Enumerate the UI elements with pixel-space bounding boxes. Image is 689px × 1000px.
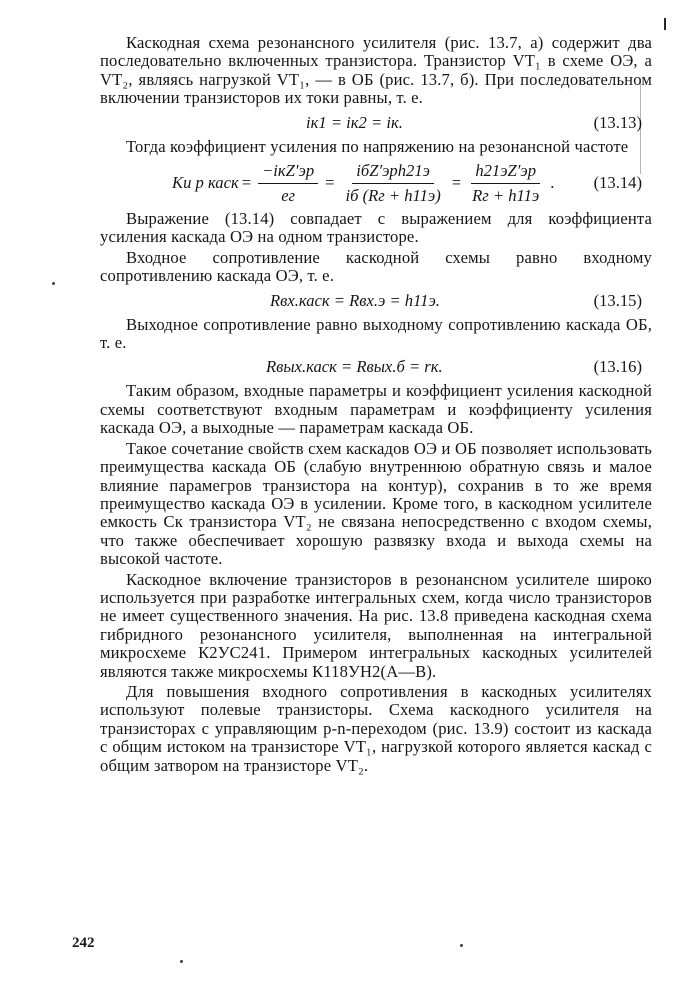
paragraph: Такое сочетание свойств схем каскадов ОЭ и ОБ позволяет использовать преимущества каскада ОБ (слабую внутреннюю обратную связь и малое влияние парамегров транзистора на контур), сохранив в то же время преимущество каскада ОЭ в усилении. Кроме того, в каскодном усилителе емкость Cк транзистора VT₂ не связана непосредственно с входом схемы, что также обеспечивает хорошую развязку входа и выхода схемы на высокой частоте. bbox=[100, 438, 652, 569]
fraction-numerator: −iкZ′эр bbox=[258, 161, 318, 184]
equation-number: (13.16) bbox=[593, 357, 642, 377]
equation-body: iк1 = iк2 = iк. bbox=[306, 112, 403, 132]
equation-body bbox=[172, 156, 557, 210]
margin-mark bbox=[664, 18, 666, 30]
period: . bbox=[550, 173, 555, 193]
equals-sign: = bbox=[325, 173, 335, 193]
paragraph: Выражение (13.14) совпадает с выражением для коэффициента усиления каскада ОЭ на одном транзисторе. bbox=[100, 209, 652, 247]
fraction-denominator: Rг + h11э bbox=[472, 185, 540, 205]
fraction bbox=[258, 161, 318, 206]
paragraph: Каскодное включение транзисторов в резонансном усилителе широко используется при разработке интегральных схем, когда число транзисторов не имеет существенного значения. На рис. 13.8 приведена каскодная схема гибридного резонансного усилителя, выполненная на интегральной микросхеме К2УС241. Примером интегральных каскодных усилителей являются также микросхемы К118УН2(А—В). bbox=[100, 569, 652, 681]
equation-13-15 bbox=[100, 286, 652, 316]
fraction bbox=[342, 161, 445, 206]
equation-number: (13.13) bbox=[593, 112, 642, 132]
paragraph: Каскодная схема резонансного усилителя (рис. 13.7, а) содержит два последовательно включенных транзистора. Транзистор VT₁ в схеме ОЭ, а VT₂, являясь нагрузкой VT₁, — в ОБ (рис. 13.7, б). При последовательном включении транзисторов их токи равны, т. е. bbox=[100, 33, 652, 108]
equation-number: (13.15) bbox=[593, 290, 642, 310]
equation-13-16 bbox=[100, 352, 652, 382]
paragraph: Для повышения входного сопротивления в каскодных усилителях используют полевые транзисторы. Схема каскодного усилителя на транзисторах с управляющим p-n-переходом (рис. 13.9) состоит из каскада с общим истоком на транзисторе VT₁, нагрузкой которого является каскад с общим затвором на транзисторе VT₂. bbox=[100, 681, 652, 775]
speck-mark bbox=[180, 960, 183, 963]
page-number: 242 bbox=[72, 935, 95, 951]
fraction bbox=[468, 161, 543, 206]
speck-mark bbox=[460, 944, 463, 947]
fraction-numerator: iбZ′эрh21э bbox=[352, 161, 434, 184]
equals-sign: = bbox=[241, 173, 252, 193]
paragraph: Тогда коэффициент усиления по напряжению на резонансной частоте bbox=[126, 136, 629, 156]
fraction-denominator: iб (Rг + h11э) bbox=[345, 185, 441, 205]
equation-lhs: Ku р каск bbox=[172, 173, 239, 193]
fraction-numerator: h21эZ′эр bbox=[471, 161, 540, 184]
equation-number: (13.14) bbox=[593, 173, 642, 193]
speck-mark bbox=[52, 282, 55, 285]
equation-body: Rвх.каск = Rвх.э = h11э. bbox=[270, 290, 440, 310]
equation-13-14 bbox=[100, 156, 652, 210]
equation-13-13 bbox=[100, 108, 652, 138]
paragraph: Таким образом, входные параметры и коэффициент усиления каскодной схемы соответствуют входным параметрам и коэффициенту усиления каскада ОЭ, а выходные — параметрам каскада ОБ. bbox=[100, 381, 652, 438]
paragraph: Входное сопротивление каскодной схемы равно входному сопротивлению каскада ОЭ, т. е. bbox=[100, 247, 652, 286]
equation-body: Rвых.каск = Rвых.б = rк. bbox=[266, 357, 443, 377]
text-column bbox=[100, 34, 652, 775]
equals-sign: = bbox=[451, 173, 462, 193]
paragraph: Выходное сопротивление равно выходному сопротивлению каскада ОБ, т. е. bbox=[100, 314, 652, 353]
fraction-denominator: eг bbox=[281, 185, 296, 205]
